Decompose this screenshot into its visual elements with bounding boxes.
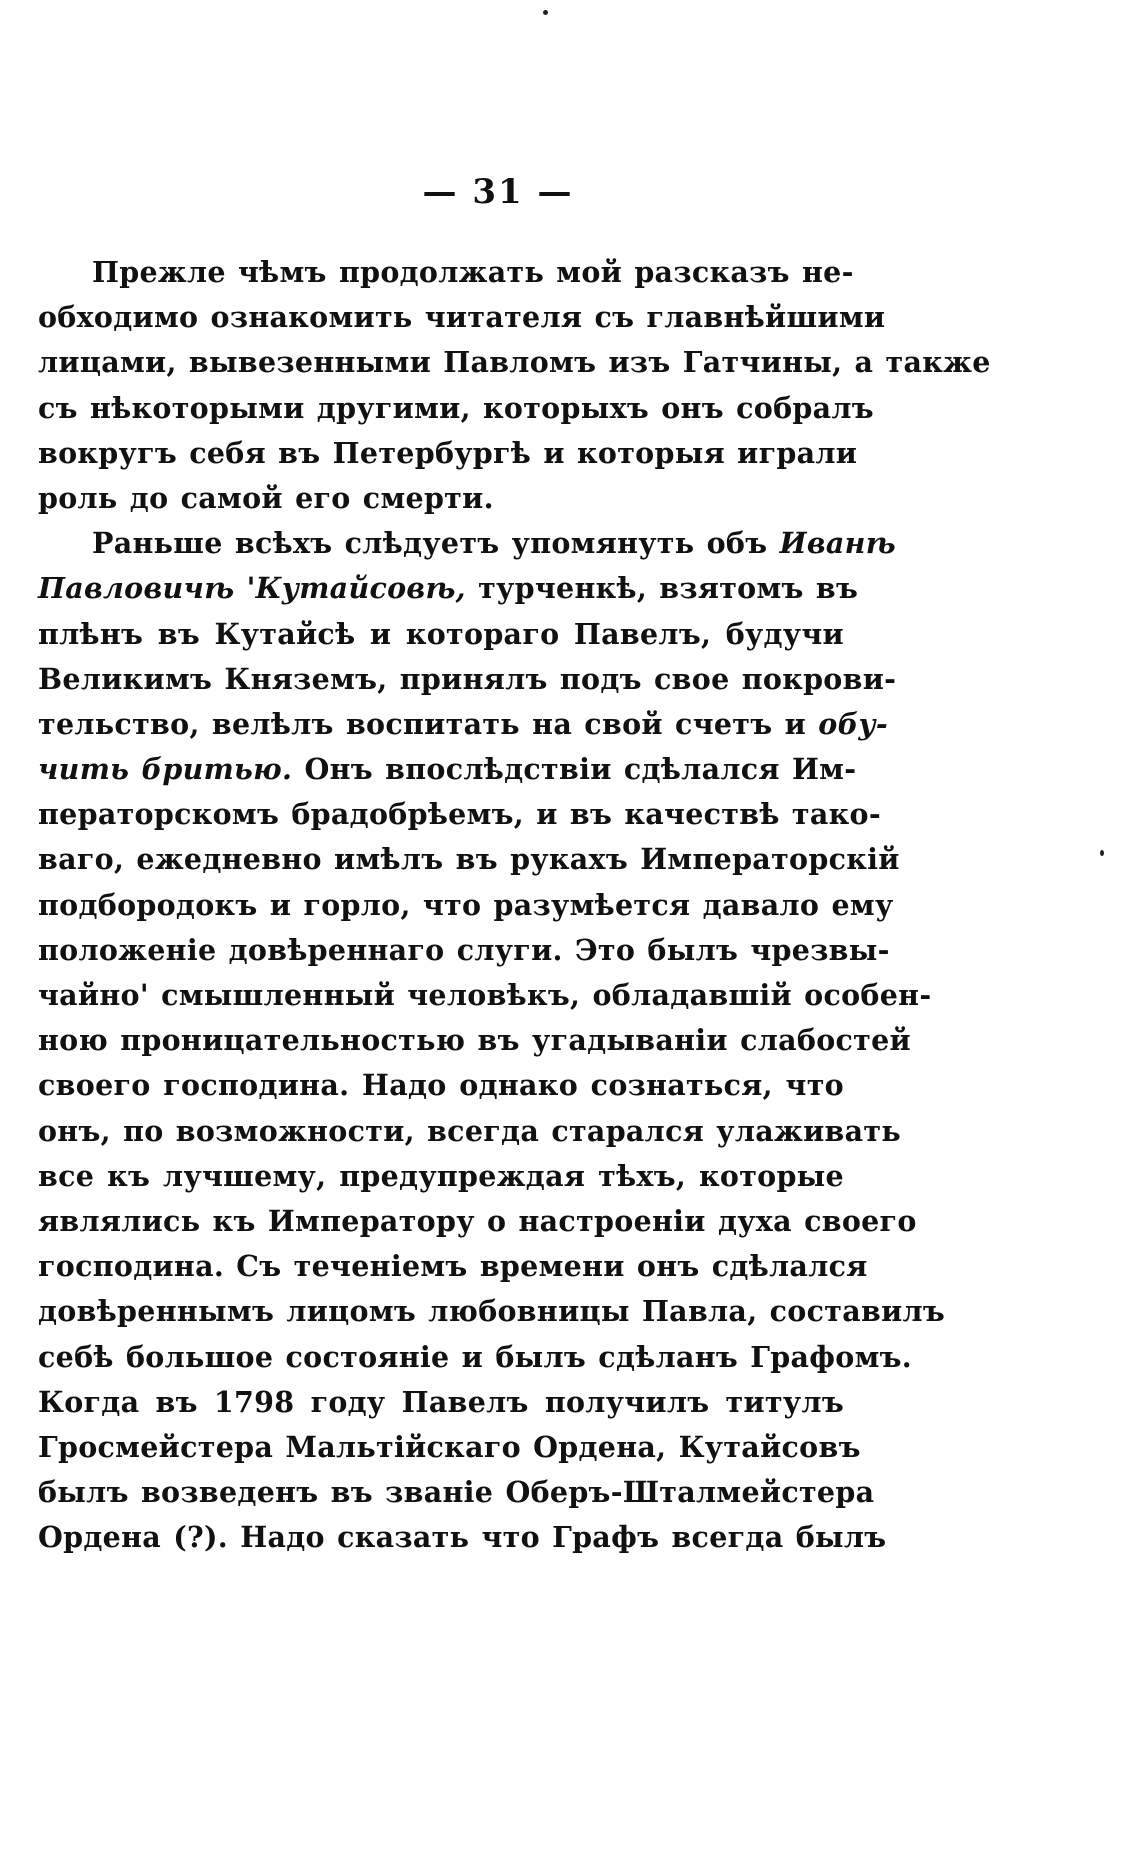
text-line bbox=[38, 1515, 887, 1560]
text-line bbox=[38, 250, 854, 295]
text-line bbox=[38, 973, 932, 1018]
text-segment: являлись къ Императору о настроеніи духа своего bbox=[38, 1203, 917, 1238]
text-segment: господина. Съ теченіемъ времени онъ сдѣлался bbox=[38, 1249, 868, 1284]
text-line bbox=[38, 1109, 902, 1154]
italic-text: Павловичѣ 'Кутайсовѣ, bbox=[38, 571, 466, 606]
text-line bbox=[38, 295, 886, 340]
text-line bbox=[38, 837, 900, 882]
text-segment: Гросмейстера Мальтійскаго Ордена, Кутайсовъ bbox=[38, 1429, 861, 1464]
text-line bbox=[38, 566, 859, 611]
text-segment: Раньше всѣхъ слѣдуетъ упомянуть объ bbox=[92, 526, 780, 561]
text-segment: тельство, велѣлъ воспитать на свой счетъ и bbox=[38, 706, 819, 741]
italic-text: обу- bbox=[818, 706, 888, 741]
text-segment: обходимо ознакомить читателя съ главнѣйшими bbox=[38, 300, 886, 335]
text-line bbox=[38, 1335, 913, 1380]
text-segment: своего господина. Надо однако сознаться, что bbox=[38, 1068, 844, 1103]
text-line bbox=[38, 883, 894, 928]
text-line bbox=[38, 476, 844, 521]
text-segment: лицами, вывезенными Павломъ изъ Гатчины, а также bbox=[38, 345, 991, 380]
text-line bbox=[38, 612, 844, 657]
text-line bbox=[38, 1380, 844, 1425]
text-line bbox=[38, 1018, 911, 1063]
text-segment: подбородокъ и горло, что разумѣется давало ему bbox=[38, 887, 894, 922]
italic-text: Иванѣ bbox=[779, 526, 896, 561]
text-line bbox=[38, 1425, 861, 1470]
paper-speck bbox=[1100, 850, 1104, 856]
text-line bbox=[38, 1470, 875, 1515]
text-segment: былъ возведенъ въ званіе Оберъ-Шталмейстера bbox=[38, 1475, 875, 1510]
text-segment: чайно' смышленный человѣкъ, обладавшій особен- bbox=[38, 978, 932, 1012]
text-segment: съ нѣкоторыми другими, которыхъ онъ собралъ bbox=[38, 390, 874, 425]
text-line bbox=[38, 1289, 946, 1334]
text-line bbox=[38, 747, 857, 792]
text-line bbox=[38, 1244, 868, 1289]
text-segment: Прежле чѣмъ продолжать мой разсказъ не- bbox=[92, 255, 854, 289]
text-segment: Великимъ Княземъ, принялъ подъ свое покрови- bbox=[38, 661, 897, 696]
text-line bbox=[38, 702, 888, 747]
text-segment: довѣреннымъ лицомъ любовницы Павла, составилъ bbox=[38, 1294, 946, 1329]
text-line bbox=[38, 521, 896, 566]
italic-text: чить бритью. bbox=[38, 752, 293, 787]
text-line bbox=[38, 1199, 917, 1244]
paper-speck bbox=[543, 10, 548, 15]
text-segment: ною проницательностью въ угадываніи слабостей bbox=[38, 1023, 911, 1058]
text-segment: положеніе довѣреннаго слуги. Это былъ чрезвы- bbox=[38, 932, 890, 967]
text-segment: роль до самой его смерти. bbox=[38, 480, 494, 515]
text-line bbox=[38, 657, 897, 702]
text-segment: онъ, по возможности, всегда старался улаживать bbox=[38, 1113, 902, 1148]
text-segment: вокругъ себя въ Петербургѣ и которыя играли bbox=[38, 435, 858, 470]
text-line bbox=[38, 386, 874, 431]
text-segment: турченкѣ, взятомъ въ bbox=[465, 571, 859, 606]
text-segment: Когда въ 1798 году Павелъ получилъ титулъ bbox=[38, 1384, 844, 1419]
text-segment: себѣ большое состояніе и былъ сдѣланъ Графомъ. bbox=[38, 1339, 913, 1374]
text-segment: Онъ впослѣдствіи сдѣлался Им- bbox=[292, 752, 857, 787]
text-line bbox=[38, 792, 881, 837]
text-line bbox=[38, 340, 991, 385]
text-line bbox=[38, 431, 858, 476]
text-segment: плѣнъ въ Кутайсѣ и котораго Павелъ, будучи bbox=[38, 616, 844, 651]
page-number: — 31 — bbox=[422, 172, 574, 212]
text-segment: ваго, ежедневно имѣлъ въ рукахъ Императорскій bbox=[38, 842, 900, 877]
text-segment: все къ лучшему, предупреждая тѣхъ, которые bbox=[38, 1158, 844, 1193]
text-line bbox=[38, 928, 890, 973]
text-line bbox=[38, 1154, 844, 1199]
body-text bbox=[38, 250, 991, 1560]
text-line bbox=[38, 1063, 844, 1108]
text-segment: Ордена (?). Надо сказать что Графъ всегда былъ bbox=[38, 1520, 887, 1555]
text-segment: ператорскомъ брадобрѣемъ, и въ качествѣ тако- bbox=[38, 797, 881, 832]
